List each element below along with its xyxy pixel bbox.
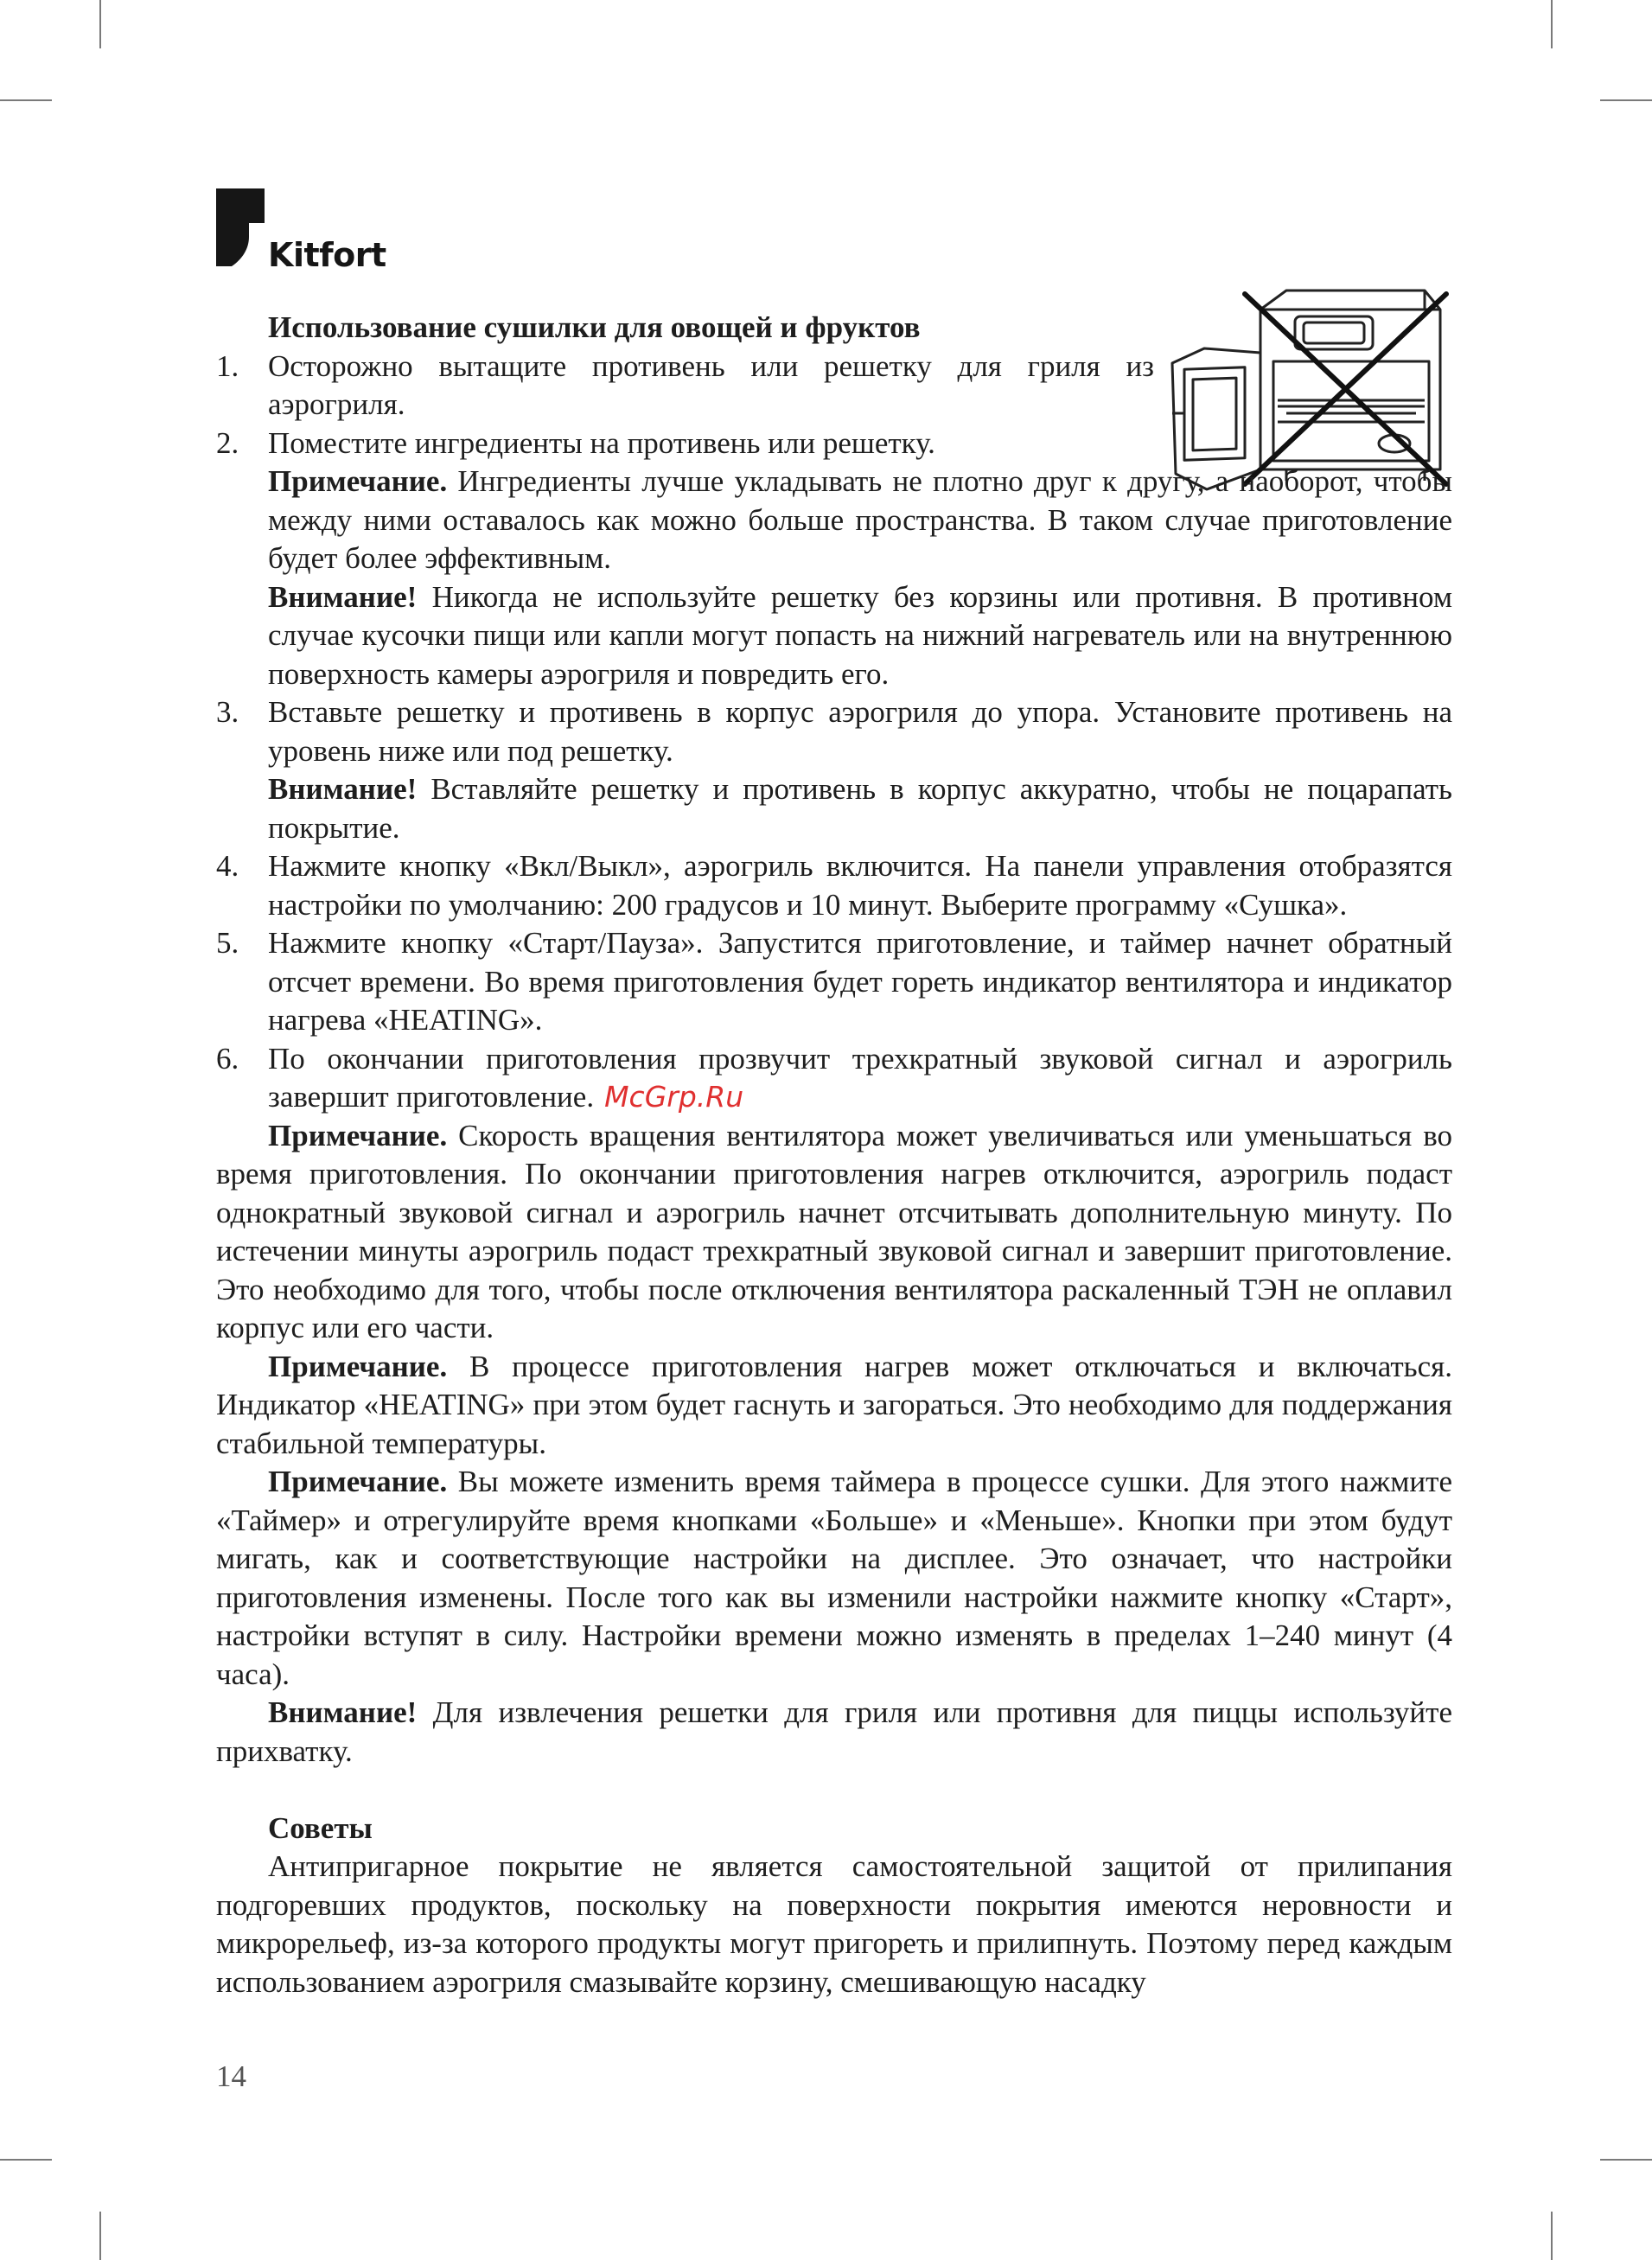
list-text: Нажмите кнопку «Старт/Пауза». Запустится приготовление, и таймер начнет обратный отсчет времени. Во время приготовления будет гореть индикатор вентилятора и индикатор нагрева «HEATING». bbox=[268, 926, 1452, 1037]
note-text: Ингредиенты лучше укладывать не плотно друг к другу, а наоборот, чтобы между ними оставалось как можно больше пространства. В таком случае приготовление будет более эффективным. bbox=[268, 464, 1452, 575]
warning-text: Вставляйте решетку и противень в корпус аккуратно, чтобы не поцарапать покрытие. bbox=[268, 772, 1452, 845]
manual-body bbox=[216, 309, 1452, 2001]
list-item bbox=[216, 348, 1154, 425]
crop-mark bbox=[1600, 2159, 1652, 2161]
watermark: McGrp.Ru bbox=[604, 1080, 744, 1114]
list-number: 4. bbox=[216, 849, 239, 883]
list-item bbox=[216, 924, 1452, 1040]
warning-label: Внимание! bbox=[268, 1695, 418, 1729]
warning-label: Внимание! bbox=[268, 579, 418, 614]
list-item bbox=[216, 693, 1452, 847]
note-label: Примечание. bbox=[268, 1118, 448, 1152]
spacer bbox=[216, 1771, 1452, 1810]
note-text: В процессе приготовления нагрев может отключаться и включаться. Индикатор «HEATING» при этом будет гаснуть и загораться. Это необходимо для поддержания стабильной температуры. bbox=[216, 1349, 1452, 1460]
note-paragraph bbox=[216, 1117, 1452, 1348]
warning-paragraph bbox=[268, 770, 1452, 847]
list-text: Поместите ингредиенты на противень или решетку. bbox=[268, 425, 935, 460]
list-text: По окончании приготовления прозвучит трехкратный звуковой сигнал и аэрогриль завершит приготовление. bbox=[268, 1041, 1452, 1114]
warning-paragraph bbox=[268, 578, 1452, 694]
page-number: 14 bbox=[216, 2059, 246, 2093]
note-label: Примечание. bbox=[268, 1465, 448, 1498]
list-number: 3. bbox=[216, 695, 239, 729]
list-number: 1. bbox=[216, 348, 239, 383]
list-text: Нажмите кнопку «Вкл/Выкл», аэрогриль включится. На панели управления отобразятся настройки по умолчанию: 200 градусов и 10 минут. Выберите программу «Сушка». bbox=[268, 849, 1452, 922]
crop-mark bbox=[1551, 2212, 1553, 2260]
brand-name: Kitfort bbox=[268, 236, 386, 274]
list-number: 5. bbox=[216, 926, 239, 960]
warning-label: Внимание! bbox=[268, 772, 418, 806]
note-label: Примечание. bbox=[268, 1349, 448, 1383]
list-item bbox=[216, 1040, 1452, 1117]
kitfort-logo-icon bbox=[216, 188, 265, 266]
crop-mark bbox=[1551, 0, 1553, 48]
list-text: Вставьте решетку и противень в корпус аэрогриля до упора. Установите противень на уровень ниже или под решетку. bbox=[268, 695, 1452, 768]
warning-paragraph bbox=[216, 1694, 1452, 1771]
body-paragraph: Антипригарное покрытие не является самостоятельной защитой от прилипания подгоревших продуктов, поскольку на поверхности покрытия имеются неровности и микрорельеф, из-за которого продукты могут пригореть и прилипнуть. Поэтому перед каждым использованием аэрогриля смазывайте корзину, смешивающую насадку bbox=[216, 1849, 1452, 1999]
note-paragraph bbox=[268, 463, 1452, 578]
list-item bbox=[216, 847, 1452, 924]
crop-mark bbox=[99, 2212, 101, 2260]
crop-mark bbox=[0, 99, 52, 101]
section-heading: Использование сушилки для овощей и фруктов bbox=[268, 310, 921, 344]
note-label: Примечание. bbox=[268, 464, 448, 498]
brand-logo bbox=[216, 188, 389, 275]
list-text: Осторожно вытащите противень или решетку для гриля из аэрогриля. bbox=[268, 348, 1154, 421]
warning-text: Никогда не используйте решетку без корзины или противня. В противном случае кусочки пищи или капли могут попасть на нижний нагреватель или на внутреннюю поверхность камеры аэрогриля и повредить его. bbox=[268, 579, 1452, 691]
crop-mark bbox=[99, 0, 101, 48]
note-paragraph bbox=[216, 1463, 1452, 1694]
note-text: Вы можете изменить время таймера в процессе сушки. Для этого нажмите «Таймер» и отрегулируйте время кнопками «Больше» и «Меньше». Кнопки при этом будут мигать, как и соответствующие настройки на дисплее. Это означает, что настройки приготовления изменены. После того как вы изменили настройки нажмите кнопку «Старт», настройки вступят в силу. Настройки времени можно изменять в пределах 1–240 минут (4 часа). bbox=[216, 1465, 1452, 1691]
section-heading: Советы bbox=[268, 1810, 373, 1845]
crop-mark bbox=[0, 2159, 52, 2161]
list-item bbox=[216, 425, 1452, 694]
list-number: 2. bbox=[216, 425, 239, 460]
warning-text: Для извлечения решетки для гриля или противня для пиццы используйте прихватку. bbox=[216, 1695, 1452, 1768]
list-number: 6. bbox=[216, 1041, 239, 1076]
crop-mark bbox=[1600, 99, 1652, 101]
note-paragraph bbox=[216, 1348, 1452, 1464]
note-text: Скорость вращения вентилятора может увеличиваться или уменьшаться во время приготовления. По окончании приготовления нагрев отключится, аэрогриль подаст однократный звуковой сигнал и аэрогриль начнет отсчитывать дополнительную минуту. По истечении минуты аэрогриль подаст трехкратный звуковой сигнал и завершит приготовление. Это необходимо для того, чтобы после отключения вентилятора раскаленный ТЭН не оплавил корпус или его части. bbox=[216, 1118, 1452, 1344]
